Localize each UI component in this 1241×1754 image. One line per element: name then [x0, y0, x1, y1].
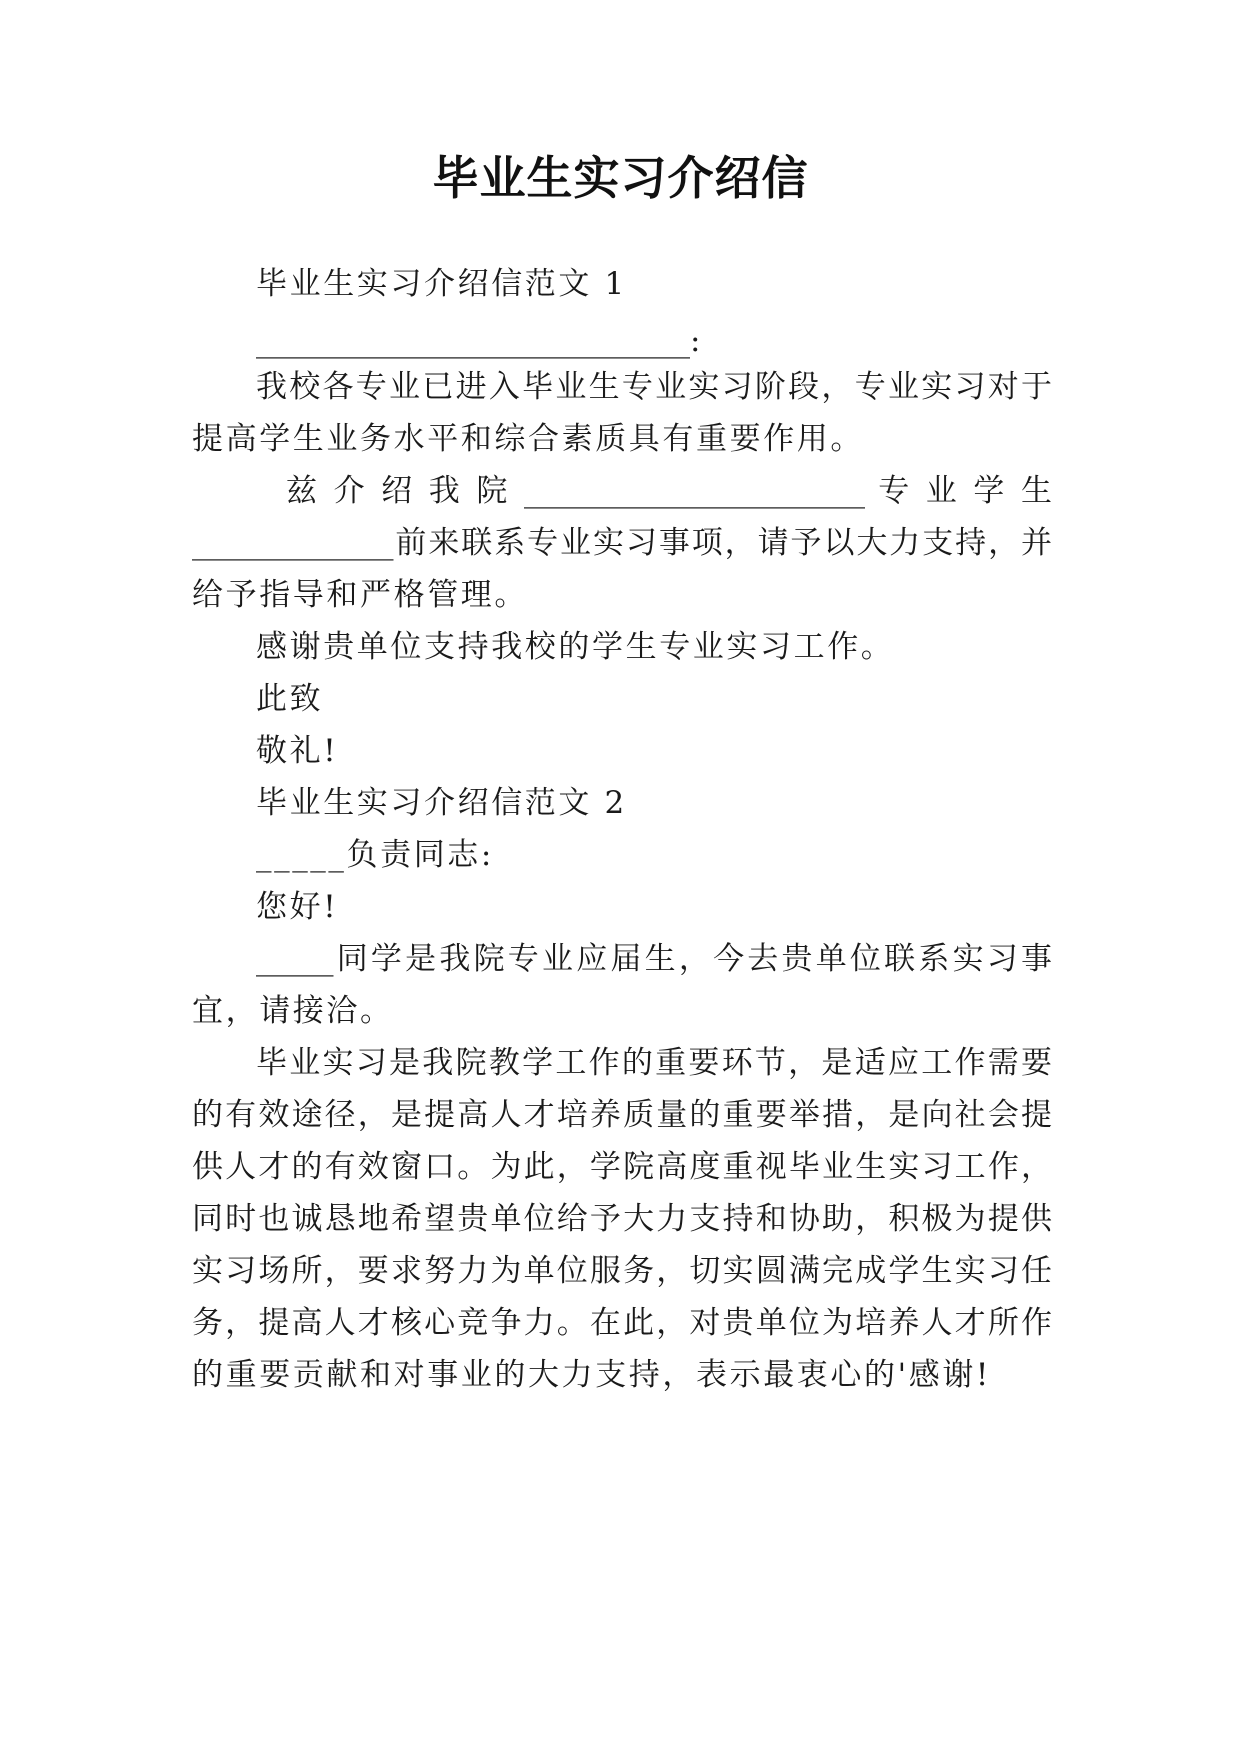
closing-salute: 敬礼! [256, 733, 339, 769]
paragraph-line: 的有效途径，是提高人才培养质量的重要举措，是向社会提 [192, 1097, 1052, 1133]
paragraph-line: _____同学是我院专业应届生，今去贵单位联系实习事 [256, 941, 1052, 977]
document-title: 毕业生实习介绍信 [432, 151, 809, 205]
greeting-line: 您好! [256, 889, 339, 925]
paragraph-line: 兹 介 绍 我 院 ______________________ 专 业 学 生 [286, 473, 1052, 509]
paragraph-line: _____________前来联系专业实习事项，请予以大力支持，并 [192, 525, 1052, 561]
paragraph-line: 务，提高人才核心竞争力。在此，对贵单位为培养人才所作 [192, 1305, 1052, 1341]
paragraph-line: 实习场所，要求努力为单位服务，切实圆满完成学生实习任 [192, 1253, 1052, 1289]
closing-line: 此致 [256, 681, 324, 717]
paragraph-line: 感谢贵单位支持我校的学生专业实习工作。 [256, 629, 895, 665]
paragraph-line: 的重要贡献和对事业的大力支持，表示最衷心的'感谢! [192, 1357, 991, 1393]
paragraph-line: 毕业实习是我院教学工作的重要环节，是适应工作需要 [256, 1045, 1052, 1081]
paragraph-line: 同时也诚恳地希望贵单位给予大力支持和协助，积极为提供 [192, 1201, 1052, 1237]
recipient-blank-line: ____________________________: [256, 323, 701, 359]
paragraph-line: 宜，请接洽。 [192, 993, 394, 1029]
section-heading-1: 毕业生实习介绍信范文 1 [256, 266, 627, 302]
section-heading-2: 毕业生实习介绍信范文 2 [256, 785, 627, 821]
paragraph-line: 给予指导和严格管理。 [192, 577, 528, 613]
paragraph-line: 供人才的有效窗口。为此，学院高度重视毕业生实习工作， [192, 1149, 1052, 1185]
paragraph-line: 我校各专业已进入毕业生专业实习阶段，专业实习对于 [256, 369, 1052, 405]
paragraph-line: 提高学生业务水平和综合素质具有重要作用。 [192, 421, 864, 457]
recipient-line: _____负责同志: [256, 837, 494, 873]
